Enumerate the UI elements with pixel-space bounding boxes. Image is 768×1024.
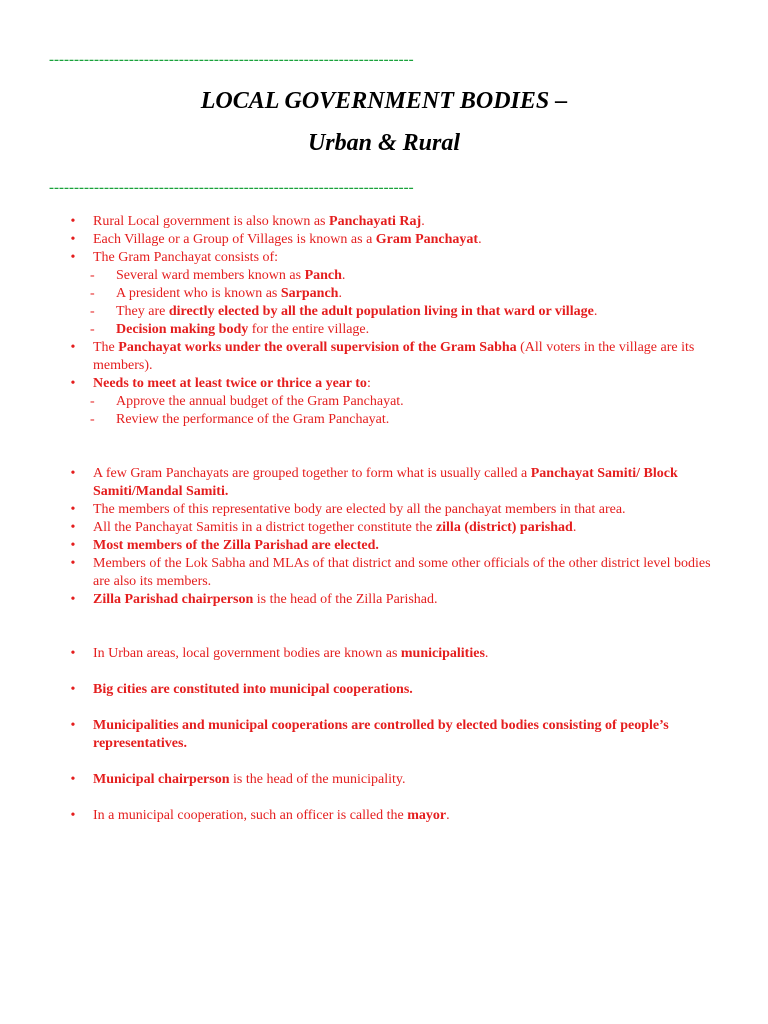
bullet-icon: • [70, 808, 76, 823]
dash-icon: - [90, 322, 95, 337]
list-item: • Municipalities and municipal cooperations are controlled by elected bodies consisting of people’s representatives. [64, 717, 724, 753]
bullet-icon: • [70, 502, 76, 517]
list-item: • Municipal chairperson is the head of the municipality. [64, 771, 724, 789]
bullet-icon: • [70, 250, 76, 265]
bullet-icon: • [70, 232, 76, 247]
page-subtitle: Urban & Rural [307, 130, 461, 156]
page-title: LOCAL GOVERNMENT BODIES – [200, 88, 568, 114]
dash-icon: - [90, 394, 95, 409]
sub-list-item: - Decision making body for the entire village. [90, 322, 370, 337]
bullet-icon: • [70, 538, 76, 553]
list-item: • Each Village or a Group of Villages is known as a Gram Panchayat. [64, 231, 724, 249]
bottom-divider: ------------------------------------------------------------------------- [49, 180, 414, 196]
sub-list-item: - Review the performance of the Gram Panchayat. [90, 412, 390, 427]
list-item: • Big cities are constituted into municipal cooperations. [64, 681, 724, 699]
sub-list-item: - A president who is known as Sarpanch. [90, 286, 342, 301]
dash-icon: - [90, 286, 95, 301]
bullet-icon: • [70, 718, 76, 733]
dash-icon: - [90, 304, 95, 319]
bullet-icon: • [70, 556, 76, 571]
bullet-icon: • [70, 520, 76, 535]
dash-icon: - [90, 412, 95, 427]
bullet-icon: • [70, 340, 76, 355]
bullet-icon: • [70, 682, 76, 697]
list-item: • All the Panchayat Samitis in a district together constitute the zilla (district) parishad. [64, 519, 724, 537]
dash-icon: - [90, 268, 95, 283]
bullet-icon: • [70, 772, 76, 787]
list-item: • Rural Local government is also known as Panchayati Raj. [64, 213, 724, 231]
bullet-icon: • [70, 376, 76, 391]
list-item: • The Gram Panchayat consists of: [64, 249, 724, 267]
list-item: • A few Gram Panchayats are grouped together to form what is usually called a Panchayat Samiti/ Block Samiti/Mandal Samiti. [64, 465, 724, 501]
list-item: • In a municipal cooperation, such an officer is called the mayor. [64, 807, 724, 825]
bullet-icon: • [70, 466, 76, 481]
section-spacer [64, 609, 724, 645]
document-body [64, 213, 724, 825]
list-item: • Needs to meet at least twice or thrice a year to: [64, 375, 724, 393]
bullet-icon: • [70, 646, 76, 661]
bullet-icon: • [70, 592, 76, 607]
sub-list-item: - They are directly elected by all the adult population living in that ward or village. [90, 304, 598, 319]
list-item: • Zilla Parishad chairperson is the head of the Zilla Parishad. [64, 591, 724, 609]
top-divider: ------------------------------------------------------------------------- [49, 52, 414, 68]
section-spacer [64, 429, 724, 465]
sub-list-item: - Several ward members known as Panch. [90, 268, 346, 283]
list-item: • The members of this representative body are elected by all the panchayat members in that area. [64, 501, 724, 519]
list-item: • The Panchayat works under the overall supervision of the Gram Sabha (All voters in the village are its members). [64, 339, 724, 375]
list-item: • Members of the Lok Sabha and MLAs of that district and some other officials of the other district level bodies are also its members. [64, 555, 724, 591]
bullet-icon: • [70, 214, 76, 229]
list-item: • Most members of the Zilla Parishad are elected. [64, 537, 724, 555]
sub-list-item: - Approve the annual budget of the Gram Panchayat. [90, 394, 404, 409]
list-item: • In Urban areas, local government bodies are known as municipalities. [64, 645, 724, 663]
